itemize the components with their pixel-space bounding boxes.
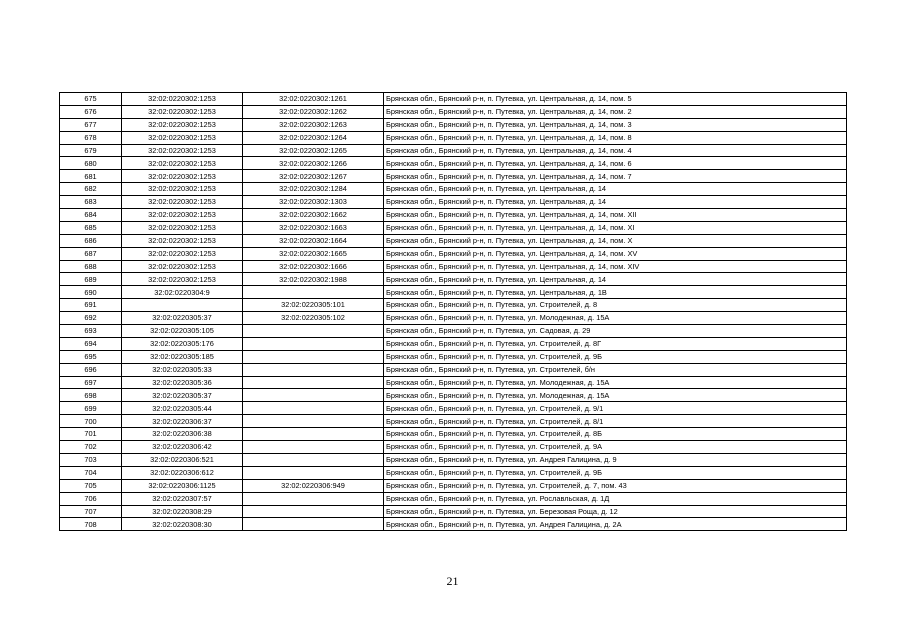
- table-row: [60, 144, 847, 157]
- address-cell: Брянская обл., Брянский р-н, п. Путевка, ул. Строителей, д. 9Б: [384, 350, 847, 363]
- parcel-cadastral-number-cell: 32:02:0220306:1125: [122, 479, 243, 492]
- row-number-cell: 676: [60, 105, 122, 118]
- parcel-cadastral-number-cell: 32:02:0220302:1253: [122, 144, 243, 157]
- table-row: [60, 376, 847, 389]
- row-number-cell: 695: [60, 350, 122, 363]
- row-number-cell: 703: [60, 453, 122, 466]
- row-number-cell: 683: [60, 196, 122, 209]
- table-row: [60, 518, 847, 531]
- address-cell: Брянская обл., Брянский р-н, п. Путевка, ул. Строителей, д. 7, пом. 43: [384, 479, 847, 492]
- object-cadastral-number-cell: [243, 363, 384, 376]
- row-number-cell: 679: [60, 144, 122, 157]
- row-number-cell: 688: [60, 260, 122, 273]
- table-row: [60, 234, 847, 247]
- address-cell: Брянская обл., Брянский р-н, п. Путевка, ул. Центральная, д. 14: [384, 196, 847, 209]
- parcel-cadastral-number-cell: 32:02:0220305:185: [122, 350, 243, 363]
- table-body: [60, 93, 847, 531]
- object-cadastral-number-cell: 32:02:0220302:1265: [243, 144, 384, 157]
- parcel-cadastral-number-cell: 32:02:0220302:1253: [122, 157, 243, 170]
- table-row: [60, 402, 847, 415]
- address-cell: Брянская обл., Брянский р-н, п. Путевка, ул. Центральная, д. 14, пом. X: [384, 234, 847, 247]
- row-number-cell: 694: [60, 337, 122, 350]
- row-number-cell: 689: [60, 273, 122, 286]
- object-cadastral-number-cell: 32:02:0220302:1988: [243, 273, 384, 286]
- object-cadastral-number-cell: 32:02:0220302:1266: [243, 157, 384, 170]
- row-number-cell: 691: [60, 299, 122, 312]
- address-cell: Брянская обл., Брянский р-н, п. Путевка, ул. Строителей, б/н: [384, 363, 847, 376]
- object-cadastral-number-cell: [243, 325, 384, 338]
- parcel-cadastral-number-cell: 32:02:0220302:1253: [122, 131, 243, 144]
- table-row: [60, 196, 847, 209]
- parcel-cadastral-number-cell: 32:02:0220305:44: [122, 402, 243, 415]
- address-cell: Брянская обл., Брянский р-н, п. Путевка, ул. Центральная, д. 14, пом. XI: [384, 221, 847, 234]
- object-cadastral-number-cell: 32:02:0220302:1261: [243, 93, 384, 106]
- table-row: [60, 286, 847, 299]
- address-cell: Брянская обл., Брянский р-н, п. Путевка, ул. Центральная, д. 14, пом. 8: [384, 131, 847, 144]
- object-cadastral-number-cell: 32:02:0220302:1284: [243, 183, 384, 196]
- row-number-cell: 693: [60, 325, 122, 338]
- address-cell: Брянская обл., Брянский р-н, п. Путевка, ул. Андрея Галицина, д. 2А: [384, 518, 847, 531]
- address-cell: Брянская обл., Брянский р-н, п. Путевка, ул. Центральная, д. 14: [384, 273, 847, 286]
- table-row: [60, 260, 847, 273]
- parcel-cadastral-number-cell: 32:02:0220304:9: [122, 286, 243, 299]
- parcel-cadastral-number-cell: 32:02:0220305:176: [122, 337, 243, 350]
- address-cell: Брянская обл., Брянский р-н, п. Путевка, ул. Центральная, д. 14, пом. 4: [384, 144, 847, 157]
- table-row: [60, 389, 847, 402]
- parcel-cadastral-number-cell: 32:02:0220305:105: [122, 325, 243, 338]
- address-cell: Брянская обл., Брянский р-н, п. Путевка, ул. Строителей, д. 8Г: [384, 337, 847, 350]
- object-cadastral-number-cell: [243, 286, 384, 299]
- object-cadastral-number-cell: 32:02:0220302:1263: [243, 118, 384, 131]
- object-cadastral-number-cell: [243, 518, 384, 531]
- row-number-cell: 681: [60, 170, 122, 183]
- table-row: [60, 337, 847, 350]
- address-cell: Брянская обл., Брянский р-н, п. Путевка, ул. Центральная, д. 14, пом. 3: [384, 118, 847, 131]
- address-cell: Брянская обл., Брянский р-н, п. Путевка, ул. Строителей, д. 9/1: [384, 402, 847, 415]
- address-cell: Брянская обл., Брянский р-н, п. Путевка, ул. Центральная, д. 14, пом. XII: [384, 209, 847, 222]
- table-row: [60, 157, 847, 170]
- row-number-cell: 685: [60, 221, 122, 234]
- object-cadastral-number-cell: 32:02:0220305:101: [243, 299, 384, 312]
- address-cell: Брянская обл., Брянский р-н, п. Путевка, ул. Строителей, д. 9Б: [384, 466, 847, 479]
- address-cell: Брянская обл., Брянский р-н, п. Путевка, ул. Центральная, д. 14, пом. XIV: [384, 260, 847, 273]
- parcel-cadastral-number-cell: 32:02:0220302:1253: [122, 93, 243, 106]
- address-cell: Брянская обл., Брянский р-н, п. Путевка, ул. Центральная, д. 14, пом. 7: [384, 170, 847, 183]
- address-cell: Брянская обл., Брянский р-н, п. Путевка, ул. Центральная, д. 14, пом. XV: [384, 247, 847, 260]
- object-cadastral-number-cell: 32:02:0220302:1664: [243, 234, 384, 247]
- object-cadastral-number-cell: [243, 350, 384, 363]
- row-number-cell: 701: [60, 428, 122, 441]
- object-cadastral-number-cell: [243, 337, 384, 350]
- address-cell: Брянская обл., Брянский р-н, п. Путевка, ул. Центральная, д. 14, пом. 6: [384, 157, 847, 170]
- parcel-cadastral-number-cell: 32:02:0220306:37: [122, 415, 243, 428]
- row-number-cell: 690: [60, 286, 122, 299]
- parcel-cadastral-number-cell: 32:02:0220305:33: [122, 363, 243, 376]
- table-row: [60, 441, 847, 454]
- table-row: [60, 183, 847, 196]
- row-number-cell: 680: [60, 157, 122, 170]
- table-row: [60, 415, 847, 428]
- object-cadastral-number-cell: [243, 428, 384, 441]
- row-number-cell: 692: [60, 312, 122, 325]
- table-row: [60, 273, 847, 286]
- parcel-cadastral-number-cell: 32:02:0220302:1253: [122, 221, 243, 234]
- cadastral-table: [59, 92, 847, 531]
- parcel-cadastral-number-cell: 32:02:0220302:1253: [122, 234, 243, 247]
- parcel-cadastral-number-cell: 32:02:0220302:1253: [122, 105, 243, 118]
- row-number-cell: 678: [60, 131, 122, 144]
- table-row: [60, 428, 847, 441]
- table-row: [60, 131, 847, 144]
- table-row: [60, 299, 847, 312]
- object-cadastral-number-cell: 32:02:0220302:1303: [243, 196, 384, 209]
- row-number-cell: 696: [60, 363, 122, 376]
- table-row: [60, 247, 847, 260]
- address-cell: Брянская обл., Брянский р-н, п. Путевка, ул. Центральная, д. 14: [384, 183, 847, 196]
- table-row: [60, 479, 847, 492]
- address-cell: Брянская обл., Брянский р-н, п. Путевка, ул. Молодежная, д. 15А: [384, 376, 847, 389]
- address-cell: Брянская обл., Брянский р-н, п. Путевка, ул. Молодежная, д. 15А: [384, 389, 847, 402]
- parcel-cadastral-number-cell: 32:02:0220306:612: [122, 466, 243, 479]
- table-row: [60, 170, 847, 183]
- parcel-cadastral-number-cell: 32:02:0220302:1253: [122, 273, 243, 286]
- row-number-cell: 706: [60, 492, 122, 505]
- object-cadastral-number-cell: 32:02:0220302:1662: [243, 209, 384, 222]
- table-row: [60, 105, 847, 118]
- table-row: [60, 221, 847, 234]
- object-cadastral-number-cell: 32:02:0220306:949: [243, 479, 384, 492]
- parcel-cadastral-number-cell: 32:02:0220302:1253: [122, 209, 243, 222]
- object-cadastral-number-cell: 32:02:0220302:1264: [243, 131, 384, 144]
- row-number-cell: 684: [60, 209, 122, 222]
- table-row: [60, 312, 847, 325]
- parcel-cadastral-number-cell: 32:02:0220302:1253: [122, 260, 243, 273]
- parcel-cadastral-number-cell: 32:02:0220306:521: [122, 453, 243, 466]
- object-cadastral-number-cell: [243, 505, 384, 518]
- page-number: 21: [446, 574, 459, 588]
- address-cell: Брянская обл., Брянский р-н, п. Путевка, ул. Березовая Роща, д. 12: [384, 505, 847, 518]
- table-row: [60, 363, 847, 376]
- table-row: [60, 492, 847, 505]
- object-cadastral-number-cell: 32:02:0220302:1262: [243, 105, 384, 118]
- parcel-cadastral-number-cell: 32:02:0220308:29: [122, 505, 243, 518]
- address-cell: Брянская обл., Брянский р-н, п. Путевка, ул. Строителей, д. 8/1: [384, 415, 847, 428]
- address-cell: Брянская обл., Брянский р-н, п. Путевка, ул. Строителей, д. 8: [384, 299, 847, 312]
- address-cell: Брянская обл., Брянский р-н, п. Путевка, ул. Центральная, д. 14, пом. 2: [384, 105, 847, 118]
- row-number-cell: 708: [60, 518, 122, 531]
- address-cell: Брянская обл., Брянский р-н, п. Путевка, ул. Молодежная, д. 15А: [384, 312, 847, 325]
- object-cadastral-number-cell: 32:02:0220305:102: [243, 312, 384, 325]
- parcel-cadastral-number-cell: 32:02:0220306:42: [122, 441, 243, 454]
- parcel-cadastral-number-cell: 32:02:0220307:57: [122, 492, 243, 505]
- parcel-cadastral-number-cell: [122, 299, 243, 312]
- address-cell: Брянская обл., Брянский р-н, п. Путевка, ул. Центральная, д. 14, пом. 5: [384, 93, 847, 106]
- parcel-cadastral-number-cell: 32:02:0220302:1253: [122, 247, 243, 260]
- table-row: [60, 325, 847, 338]
- row-number-cell: 704: [60, 466, 122, 479]
- object-cadastral-number-cell: 32:02:0220302:1665: [243, 247, 384, 260]
- row-number-cell: 687: [60, 247, 122, 260]
- object-cadastral-number-cell: [243, 453, 384, 466]
- object-cadastral-number-cell: [243, 389, 384, 402]
- parcel-cadastral-number-cell: 32:02:0220302:1253: [122, 196, 243, 209]
- row-number-cell: 702: [60, 441, 122, 454]
- address-cell: Брянская обл., Брянский р-н, п. Путевка, ул. Строителей, д. 8Б: [384, 428, 847, 441]
- row-number-cell: 675: [60, 93, 122, 106]
- object-cadastral-number-cell: [243, 415, 384, 428]
- table-row: [60, 209, 847, 222]
- row-number-cell: 705: [60, 479, 122, 492]
- object-cadastral-number-cell: 32:02:0220302:1666: [243, 260, 384, 273]
- table-row: [60, 118, 847, 131]
- object-cadastral-number-cell: [243, 376, 384, 389]
- parcel-cadastral-number-cell: 32:02:0220305:36: [122, 376, 243, 389]
- row-number-cell: 707: [60, 505, 122, 518]
- parcel-cadastral-number-cell: 32:02:0220305:37: [122, 389, 243, 402]
- object-cadastral-number-cell: [243, 402, 384, 415]
- row-number-cell: 698: [60, 389, 122, 402]
- object-cadastral-number-cell: [243, 441, 384, 454]
- table-row: [60, 466, 847, 479]
- row-number-cell: 677: [60, 118, 122, 131]
- parcel-cadastral-number-cell: 32:02:0220302:1253: [122, 118, 243, 131]
- parcel-cadastral-number-cell: 32:02:0220305:37: [122, 312, 243, 325]
- table-row: [60, 93, 847, 106]
- table-row: [60, 453, 847, 466]
- parcel-cadastral-number-cell: 32:02:0220302:1253: [122, 183, 243, 196]
- address-cell: Брянская обл., Брянский р-н, п. Путевка, ул. Строителей, д. 9А: [384, 441, 847, 454]
- table-row: [60, 505, 847, 518]
- object-cadastral-number-cell: 32:02:0220302:1663: [243, 221, 384, 234]
- object-cadastral-number-cell: [243, 466, 384, 479]
- parcel-cadastral-number-cell: 32:02:0220308:30: [122, 518, 243, 531]
- table-row: [60, 350, 847, 363]
- row-number-cell: 697: [60, 376, 122, 389]
- object-cadastral-number-cell: 32:02:0220302:1267: [243, 170, 384, 183]
- row-number-cell: 700: [60, 415, 122, 428]
- object-cadastral-number-cell: [243, 492, 384, 505]
- row-number-cell: 682: [60, 183, 122, 196]
- parcel-cadastral-number-cell: 32:02:0220302:1253: [122, 170, 243, 183]
- parcel-cadastral-number-cell: 32:02:0220306:38: [122, 428, 243, 441]
- address-cell: Брянская обл., Брянский р-н, п. Путевка, ул. Садовая, д. 29: [384, 325, 847, 338]
- address-cell: Брянская обл., Брянский р-н, п. Путевка, ул. Центральная, д. 1В: [384, 286, 847, 299]
- address-cell: Брянская обл., Брянский р-н, п. Путевка, ул. Андрея Галицина, д. 9: [384, 453, 847, 466]
- address-cell: Брянская обл., Брянский р-н, п. Путевка, ул. Рославльская, д. 1Д: [384, 492, 847, 505]
- row-number-cell: 686: [60, 234, 122, 247]
- row-number-cell: 699: [60, 402, 122, 415]
